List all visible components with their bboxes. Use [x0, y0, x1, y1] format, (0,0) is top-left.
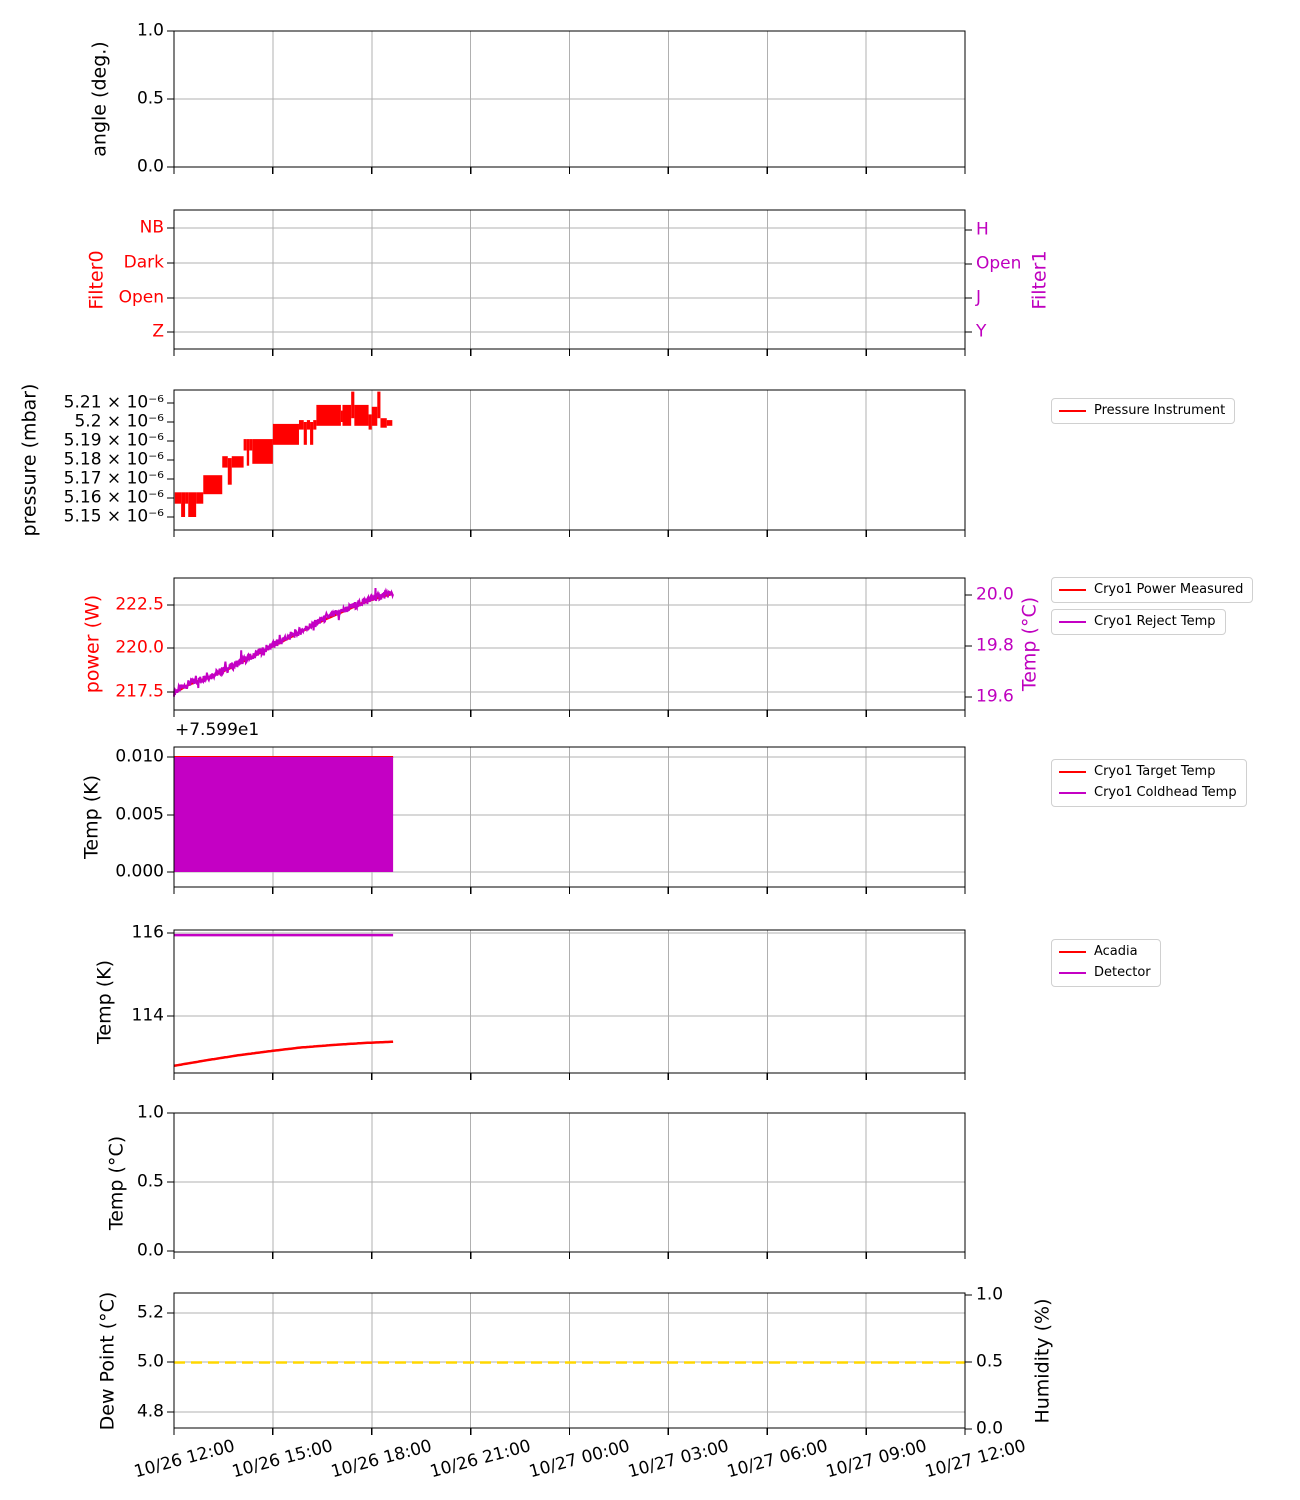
x-tick-label: 10/27 03:00	[625, 1436, 732, 1483]
pressure-trace-segment	[307, 420, 310, 430]
y-tick-label: 5.18 × 10⁻⁶	[63, 449, 164, 470]
y-tick-label: 5.16 × 10⁻⁶	[63, 487, 164, 508]
pressure-trace-segment	[247, 439, 249, 466]
pressure-trace-segment	[299, 420, 304, 430]
y-tick-label-right: 0.5	[976, 1351, 1004, 1372]
x-tick-label: 10/26 21:00	[428, 1436, 534, 1483]
coldhead-temp-block	[174, 757, 393, 872]
y-tick-label: Open	[118, 287, 164, 308]
y-tick-label-right: 1.0	[976, 1284, 1004, 1305]
y-tick-label: 5.21 × 10⁻⁶	[63, 392, 164, 413]
legend-label: Cryo1 Reject Temp	[1094, 614, 1216, 629]
y-tick-label-right: Y	[976, 321, 987, 342]
y-tick-label: Z	[152, 321, 164, 342]
legend-label: Cryo1 Coldhead Temp	[1094, 785, 1237, 801]
x-tick-label: 10/26 15:00	[230, 1436, 336, 1483]
pressure-trace-segment	[244, 439, 247, 450]
axis-offset-text: +7.599e1	[175, 720, 260, 740]
pressure-trace-segment	[387, 420, 393, 426]
y-tick-label-right: Open	[976, 253, 1022, 274]
reject-temp-noisy-line	[174, 588, 393, 697]
pressure-trace-segment	[222, 456, 228, 467]
y-tick-label: 116	[131, 922, 164, 943]
y-axis-label-cryo1-temp: Temp (K)	[80, 775, 103, 859]
pressure-trace-segment	[203, 475, 222, 494]
legend-label: Cryo1 Target Temp	[1094, 764, 1216, 779]
y-tick-label: 1.0	[136, 1102, 164, 1123]
pressure-trace-segment	[188, 492, 196, 517]
x-tick-label: 10/27 06:00	[724, 1436, 830, 1483]
y-tick-label-right: J	[976, 287, 982, 308]
y-tick-label: 5.0	[136, 1351, 164, 1372]
x-tick-label: 10/26 18:00	[329, 1436, 435, 1483]
y-tick-label: 5.17 × 10⁻⁶	[63, 468, 164, 489]
y-axis-label-angle: angle (deg.)	[88, 41, 111, 157]
x-tick-label: 10/27 09:00	[823, 1436, 929, 1483]
pressure-trace-segment	[351, 392, 354, 419]
pressure-trace-segment	[316, 405, 341, 426]
y-tick-label-right: 20.0	[976, 584, 1014, 605]
pressure-trace-segment	[380, 418, 386, 428]
x-tick-label: 10/27 00:00	[527, 1436, 633, 1483]
acadia-line	[174, 1042, 393, 1066]
y-tick-label: 1.0	[136, 20, 164, 41]
y-tick-label: 5.2	[136, 1302, 164, 1323]
y-axis-label-temp-c: Temp (°C)	[105, 1135, 128, 1230]
y-axis-label-dewpoint: Dew Point (°C)	[96, 1291, 119, 1430]
legend-label: Cryo1 Power Measured	[1094, 582, 1244, 597]
pressure-trace-segment	[249, 439, 252, 450]
x-tick-label: 10/26 12:00	[131, 1436, 237, 1483]
legend-label: Acadia	[1094, 944, 1138, 959]
y-tick-label-right: 19.6	[976, 686, 1014, 707]
y-axis-label-pressure: pressure (mbar)	[18, 383, 41, 537]
y-axis-label-right-dewpoint: Humidity (%)	[1031, 1297, 1054, 1424]
legend-label: Detector	[1094, 965, 1151, 981]
y-axis-label-right-power: Temp (°C)	[1018, 596, 1041, 692]
y-tick-label: 0.5	[136, 88, 164, 109]
y-tick-label: 5.2 × 10⁻⁶	[74, 411, 164, 432]
pressure-trace-segment	[196, 492, 203, 503]
pressure-trace-segment	[232, 456, 244, 467]
y-tick-label: 0.5	[136, 1171, 164, 1192]
pressure-trace-segment	[369, 414, 372, 429]
pressure-trace-segment	[228, 458, 232, 485]
y-axis-label-right-filters: Filter1	[1028, 249, 1051, 310]
legend-label: Pressure Instrument	[1094, 403, 1226, 418]
y-axis-label-power: power (W)	[81, 594, 104, 694]
pressure-trace-segment	[313, 420, 316, 430]
pressure-trace-segment	[372, 407, 378, 426]
pressure-trace-segment	[273, 424, 299, 445]
pressure-trace-segment	[354, 405, 368, 426]
pressure-trace-segment	[181, 492, 185, 517]
y-tick-label: 0.0	[136, 1240, 164, 1261]
pressure-trace-segment	[341, 411, 343, 422]
x-tick-label: 10/27 12:00	[922, 1436, 1028, 1483]
pressure-trace-segment	[342, 405, 351, 426]
y-tick-label-right: H	[976, 219, 989, 240]
y-tick-label: 222.5	[115, 594, 164, 615]
y-tick-label: Dark	[123, 252, 164, 273]
pressure-trace-segment	[252, 439, 273, 464]
y-tick-label: 0.005	[115, 804, 164, 825]
y-tick-label: 217.5	[115, 681, 164, 702]
y-tick-label: 0.010	[115, 746, 164, 767]
pressure-trace-segment	[377, 392, 380, 419]
pressure-trace-segment	[304, 422, 307, 445]
y-tick-label: 0.000	[115, 861, 164, 882]
y-axis-label-detector-temp: Temp (K)	[93, 959, 116, 1044]
y-tick-label-right: 19.8	[976, 635, 1014, 656]
y-tick-label: 5.19 × 10⁻⁶	[63, 430, 164, 451]
y-tick-label: 4.8	[136, 1401, 164, 1422]
y-tick-label-right: 0.0	[976, 1418, 1004, 1439]
y-tick-label: NB	[139, 217, 164, 238]
y-tick-label: 114	[131, 1005, 164, 1026]
y-tick-label: 5.15 × 10⁻⁶	[63, 506, 164, 527]
y-axis-label-filters: Filter0	[85, 249, 108, 310]
y-tick-label: 220.0	[115, 637, 164, 658]
pressure-trace-segment	[185, 492, 188, 503]
pressure-trace-segment	[310, 422, 313, 445]
pressure-trace-segment	[175, 492, 181, 503]
y-tick-label: 0.0	[136, 156, 164, 177]
